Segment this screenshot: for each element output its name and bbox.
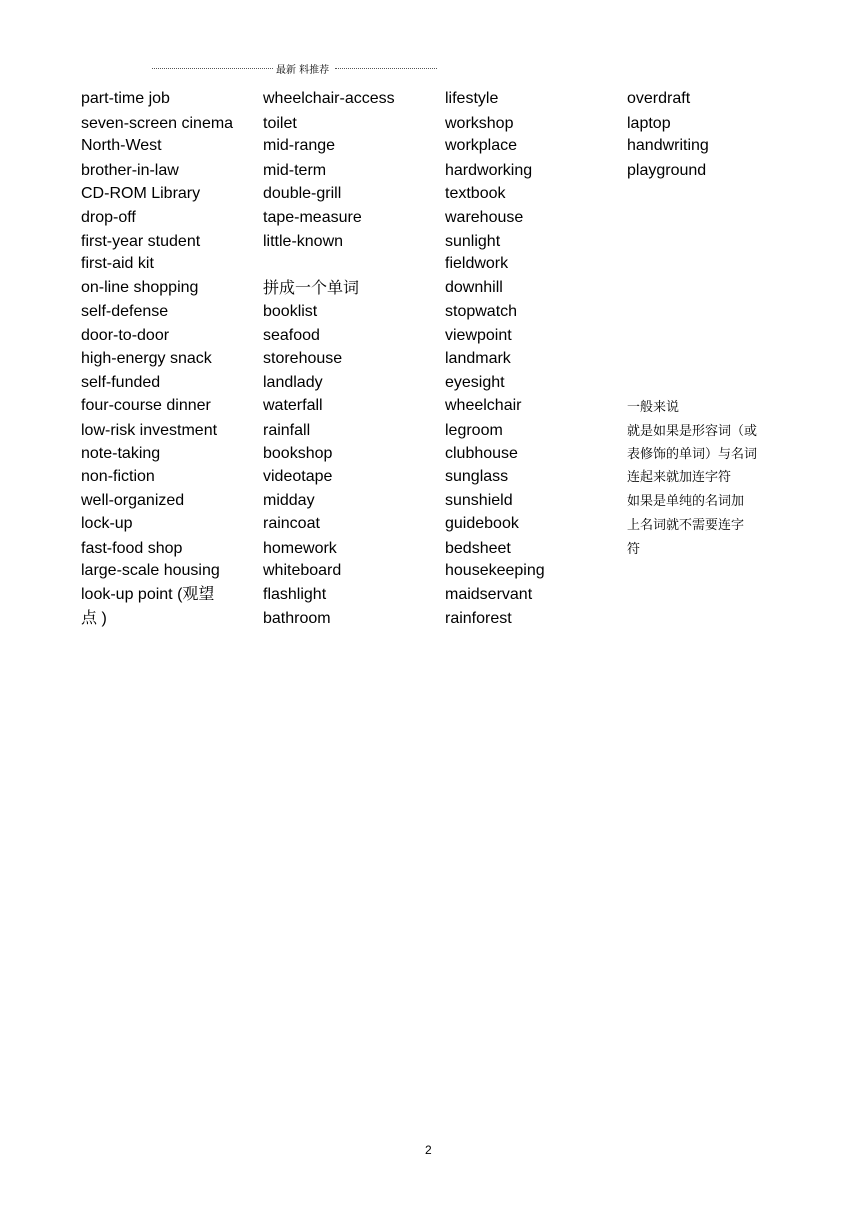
word-item: self-funded <box>81 374 161 391</box>
word-item: large-scale housing <box>81 562 220 579</box>
word-item: whiteboard <box>263 562 342 579</box>
word-item: low-risk investment <box>81 422 218 439</box>
word-item: stopwatch <box>445 303 518 320</box>
word-item: laptop <box>627 115 671 132</box>
word-item: first-year student <box>81 233 201 250</box>
word-item: viewpoint <box>445 327 512 344</box>
word-item: sunshield <box>445 492 513 509</box>
word-item: seven-screen cinema <box>81 115 234 132</box>
word-item: CD-ROM Library <box>81 185 201 202</box>
word-item: downhill <box>445 279 503 296</box>
page-number: 2 <box>425 1143 432 1157</box>
word-item: midday <box>263 492 315 509</box>
word-item: workshop <box>445 115 514 132</box>
word-item: videotape <box>263 468 333 485</box>
word-item: rainforest <box>445 610 512 627</box>
word-item: high-energy snack <box>81 350 212 367</box>
word-item: warehouse <box>445 209 524 226</box>
header-rule-right <box>335 68 437 69</box>
word-item: handwriting <box>627 137 709 154</box>
word-item: well-organized <box>81 492 185 509</box>
word-item: note-taking <box>81 445 161 462</box>
word-item: legroom <box>445 422 503 439</box>
word-item: first-aid kit <box>81 255 154 272</box>
word-item: playground <box>627 162 707 179</box>
word-item: workplace <box>445 137 518 154</box>
word-item: textbook <box>445 185 506 202</box>
word-item: self-defense <box>81 303 169 320</box>
word-item: brother-in-law <box>81 162 179 179</box>
note-line: 如果是单纯的名词加 <box>627 494 745 509</box>
word-item: four-course dinner <box>81 397 211 414</box>
word-item: lock-up <box>81 515 133 532</box>
word-item: clubhouse <box>445 445 518 462</box>
word-item: sunglass <box>445 468 509 485</box>
word-item: overdraft <box>627 90 691 107</box>
word-item: raincoat <box>263 515 320 532</box>
word-item: guidebook <box>445 515 519 532</box>
word-item: double-grill <box>263 185 342 202</box>
word-item: landmark <box>445 350 511 367</box>
word-item: drop-off <box>81 209 136 226</box>
word-item: wheelchair <box>445 397 522 414</box>
word-item: sunlight <box>445 233 501 250</box>
word-item: on-line shopping <box>81 279 199 296</box>
word-item: North-West <box>81 137 162 154</box>
word-item: look-up point (观望 <box>81 586 215 603</box>
word-item: mid-range <box>263 137 336 154</box>
header-title: 最新 料推荐 <box>276 65 330 76</box>
word-item: booklist <box>263 303 318 320</box>
word-item: bedsheet <box>445 540 511 557</box>
word-item: little-known <box>263 233 344 250</box>
note-line: 就是如果是形容词（或 <box>627 424 758 439</box>
word-item: flashlight <box>263 586 327 603</box>
note-line: 上名词就不需要连字 <box>627 518 745 533</box>
word-item: part-time job <box>81 90 170 107</box>
word-item: seafood <box>263 327 320 344</box>
word-item: 点 ) <box>81 610 107 627</box>
word-item: rainfall <box>263 422 311 439</box>
note-line: 连起来就加连字符 <box>627 470 732 485</box>
word-item: housekeeping <box>445 562 545 579</box>
word-item: fast-food shop <box>81 540 183 557</box>
word-item: eyesight <box>445 374 505 391</box>
word-item: door-to-door <box>81 327 170 344</box>
note-line: 一般来说 <box>627 400 680 415</box>
word-item: bookshop <box>263 445 333 462</box>
word-item: lifestyle <box>445 90 499 107</box>
word-item: landlady <box>263 374 323 391</box>
word-item: wheelchair-access <box>263 90 395 107</box>
word-item: hardworking <box>445 162 533 179</box>
header-rule-left <box>152 68 273 69</box>
word-item: storehouse <box>263 350 343 367</box>
note-line: 表修饰的单词）与名词 <box>627 447 758 462</box>
word-item: maidservant <box>445 586 533 603</box>
word-item: non-fiction <box>81 468 155 485</box>
word-item: waterfall <box>263 397 323 414</box>
section-heading: 拼成一个单词 <box>263 278 360 297</box>
word-item: toilet <box>263 115 297 132</box>
word-item: homework <box>263 540 337 557</box>
word-item: fieldwork <box>445 255 509 272</box>
word-item: mid-term <box>263 162 327 179</box>
page-header <box>152 60 437 76</box>
word-item: bathroom <box>263 610 331 627</box>
word-item: tape-measure <box>263 209 362 226</box>
note-line: 符 <box>627 542 641 557</box>
